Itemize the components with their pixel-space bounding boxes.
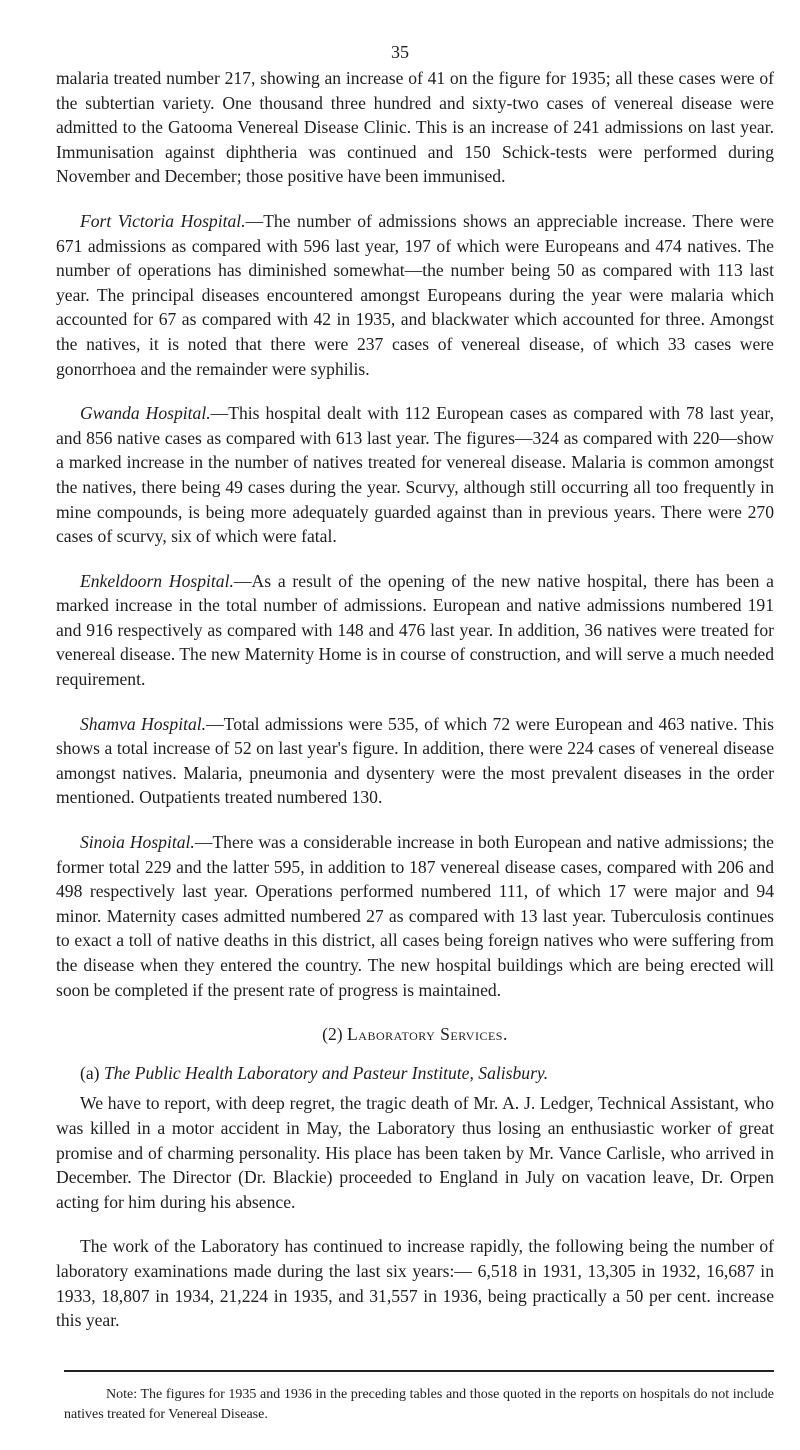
subsection-heading — [56, 1061, 774, 1086]
text-fort-victoria: —The number of admissions shows an appreciable increase. There were 671 admissions as compared with 596 last year, 197 of which were Europeans and 474 natives. The number of operations has diminished somewhat—the number being 50 as compared with 113 last year. The principal diseases encountered amongst Europeans during the year were malaria which accounted for 67 as compared with 42 in 1935, and blackwater which accounted for three. Amongst the natives, it is noted that there were 237 cases of venereal disease, of which 33 cases were gonorrhoea and the remainder were syphilis. — [56, 210, 774, 379]
text-sinoia: —There was a considerable increase in both European and native admissions; the former total 229 and the latter 595, in addition to 187 venereal disease cases, compared with 206 and 498 respectively last year. Operations performed numbered 111, of which 17 were major and 94 minor. Maternity cases admitted numbered 27 as compared with 13 last year. Tuberculosis continues to exact a toll of native deaths in this district, all cases being foreign natives who were suffering from the disease when they entered the country. The new hospital buildings which are being erected will soon be completed if the present rate of progress is maintained. — [56, 832, 774, 1000]
section-number: (2) — [322, 1024, 343, 1045]
footnote-divider — [64, 1370, 774, 1372]
heading-gwanda-hospital: Gwanda Hospital. — [80, 403, 211, 424]
report-body — [56, 66, 774, 1353]
text-enkeldoorn: —As a result of the opening of the new native hospital, there has been a marked increase in the total number of admissions. European and native admissions numbered 191 and 916 respectively as compared with 148 and 476 last year. In addition, 36 natives were treated for venereal disease. The new Maternity Home is in course of construction, and will serve a much needed requirement. — [56, 570, 774, 690]
heading-enkeldoorn-hospital: Enkeldoorn Hospital. — [80, 570, 234, 591]
paragraph-laboratory-staff: We have to report, with deep regret, the tragic death of Mr. A. J. Ledger, Technical Assistant, who was killed in a motor accident in May, the Laboratory thus losing an enthusiastic worker of great promise and of charming personality. His place has been taken by Mr. Vance Carlisle, who arrived in December. The Director (Dr. Blackie) proceeded to England in July on vacation leave, Dr. Orpen acting for him during his absence. — [56, 1093, 774, 1212]
footnote: Note: The figures for 1935 and 1936 in the preceding tables and those quoted in the reports on hospitals do not include natives treated for Venereal Disease. — [64, 1387, 774, 1422]
section-heading — [56, 1022, 774, 1047]
heading-sinoia-hospital: Sinoia Hospital. — [80, 832, 195, 853]
subsection-title: The Public Health Laboratory and Pasteur Institute, Salisbury. — [103, 1062, 549, 1083]
paragraph-malaria-continued: malaria treated number 217, showing an increase of 41 on the figure for 1935; all these cases were of the subtertian variety. One thousand three hundred and sixty-two cases of venereal disease were admitted to the Gatooma Venereal Disease Clinic. This is an increase of 241 admissions on last year. Immunisation against diphtheria was continued and 150 Schick-tests were performed during November and December; those positive have been immunised. — [56, 68, 774, 187]
text-gwanda: —This hospital dealt with 112 European cases as compared with 78 last year, and 856 native cases as compared with 613 last year. The figures—324 as compared with 220—show a marked increase in the number of natives treated for venereal disease. Malaria is common amongst the natives, there being 49 cases during the year. Scurvy, although still occurring all too frequently in mine compounds, is being more adequately guarded against than in previous years. There were 270 cases of scurvy, six of which were fatal. — [56, 403, 774, 547]
paragraph-gwanda — [56, 401, 774, 549]
subsection-label: (a) — [80, 1062, 100, 1083]
page-number: 35 — [391, 42, 409, 62]
heading-fort-victoria-hospital: Fort Victoria Hospital. — [80, 210, 246, 231]
text-shamva: —Total admissions were 535, of which 72 were European and 463 native. This shows a total increase of 52 on last year's figure. In addition, there were 224 cases of venereal disease amongst natives. Malaria, pneumonia and dysentery were the most prevalent diseases in the order mentioned. Outpatients treated numbered 130. — [56, 713, 775, 808]
paragraph-fort-victoria — [56, 209, 774, 381]
paragraph-shamva — [56, 712, 774, 810]
paragraph-sinoia — [56, 830, 774, 1002]
paragraph-laboratory-work: The work of the Laboratory has continued to increase rapidly, the following being the number of laboratory examinations made during the last six years:— 6,518 in 1931, 13,305 in 1932, 16,687 in 1933, 18,807 in 1934, 21,224 in 1935, and 31,557 in 1936, being practically a 50 per cent. increase this year. — [56, 1236, 774, 1331]
paragraph-enkeldoorn — [56, 569, 774, 692]
heading-shamva-hospital: Shamva Hospital. — [80, 713, 207, 734]
section-title: Laboratory Services. — [347, 1024, 508, 1045]
